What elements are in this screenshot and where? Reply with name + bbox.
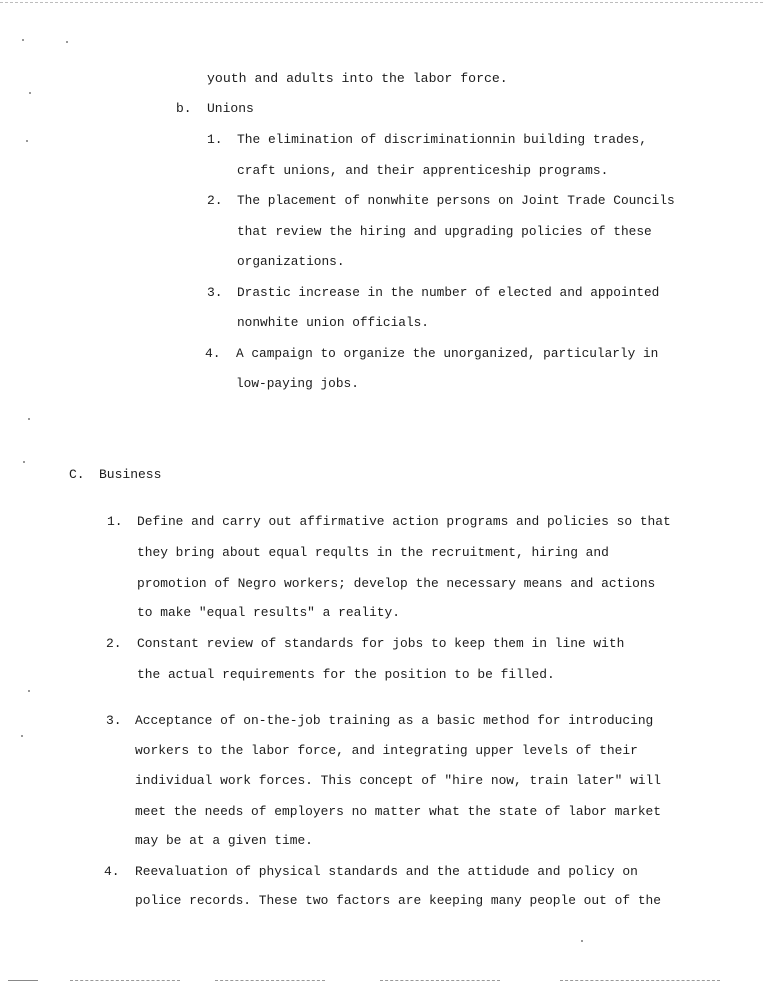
bottom-scan-dashes — [215, 980, 325, 981]
union-item-3-line-1: Drastic increase in the number of elected and appointed — [237, 285, 660, 300]
union-item-2-line-3: organizations. — [237, 254, 345, 269]
scan-speck — [28, 418, 30, 420]
union-item-3-line-2: nonwhite union officials. — [237, 315, 429, 330]
continuation-line: youth and adults into the labor force. — [207, 71, 508, 86]
business-item-2-line-2: the actual requirements for the position to be filled. — [137, 667, 555, 682]
business-item-3-number: 3. — [106, 713, 122, 728]
business-item-4-line-2: police records. These two factors are keeping many people out of the — [135, 893, 662, 908]
scan-speck — [26, 140, 28, 142]
business-item-3-line-5: may be at a given time. — [135, 833, 313, 848]
business-item-3-line-4: meet the needs of employers no matter what the state of labor market — [135, 804, 662, 819]
union-item-2-line-2: that review the hiring and upgrading policies of these — [237, 224, 652, 239]
scan-speck — [66, 41, 68, 43]
business-item-1-line-2: they bring about equal reqults in the recruitment, hiring and — [137, 545, 609, 560]
scan-speck — [22, 39, 24, 41]
business-item-1-line-4: to make "equal results" a reality. — [137, 605, 401, 620]
bottom-scan-rule — [8, 980, 38, 981]
business-item-2-number: 2. — [106, 636, 122, 651]
business-item-1-number: 1. — [107, 514, 123, 529]
union-item-4-number: 4. — [205, 346, 221, 361]
union-item-1-number: 1. — [207, 132, 223, 147]
union-item-3-number: 3. — [207, 285, 223, 300]
bottom-scan-dashes — [70, 980, 180, 981]
business-item-3-line-2: workers to the labor force, and integrating upper levels of their — [135, 743, 638, 758]
top-edge-dashes — [0, 2, 763, 3]
union-item-1-line-1: The elimination of discriminationnin building trades, — [237, 132, 647, 147]
business-item-1-line-3: promotion of Negro workers; develop the necessary means and actions — [137, 576, 656, 591]
scan-speck — [29, 92, 31, 94]
business-item-2-line-1: Constant review of standards for jobs to keep them in line with — [137, 636, 625, 651]
union-item-2-line-1: The placement of nonwhite persons on Joint Trade Councils — [237, 193, 675, 208]
business-item-4-line-1: Reevaluation of physical standards and the attidude and policy on — [135, 864, 638, 879]
business-item-3-line-3: individual work forces. This concept of "hire now, train later" will — [135, 773, 662, 788]
scan-speck — [23, 461, 25, 463]
business-item-3-line-1: Acceptance of on-the-job training as a basic method for introducing — [135, 713, 654, 728]
bottom-scan-dashes — [380, 980, 500, 981]
union-item-4-line-1: A campaign to organize the unorganized, particularly in — [236, 346, 659, 361]
section-c-title: Business — [99, 467, 162, 482]
section-b-title: Unions — [207, 101, 254, 116]
scan-speck — [581, 940, 583, 942]
section-c-marker: C. — [69, 467, 85, 482]
union-item-1-line-2: craft unions, and their apprenticeship programs. — [237, 163, 609, 178]
business-item-4-number: 4. — [104, 864, 120, 879]
scan-speck — [21, 735, 23, 737]
union-item-2-number: 2. — [207, 193, 223, 208]
section-b-marker: b. — [176, 101, 192, 116]
union-item-4-line-2: low-paying jobs. — [236, 376, 359, 391]
bottom-scan-dashes — [560, 980, 720, 981]
business-item-1-line-1: Define and carry out affirmative action programs and policies so that — [137, 514, 671, 529]
scan-speck — [28, 690, 30, 692]
